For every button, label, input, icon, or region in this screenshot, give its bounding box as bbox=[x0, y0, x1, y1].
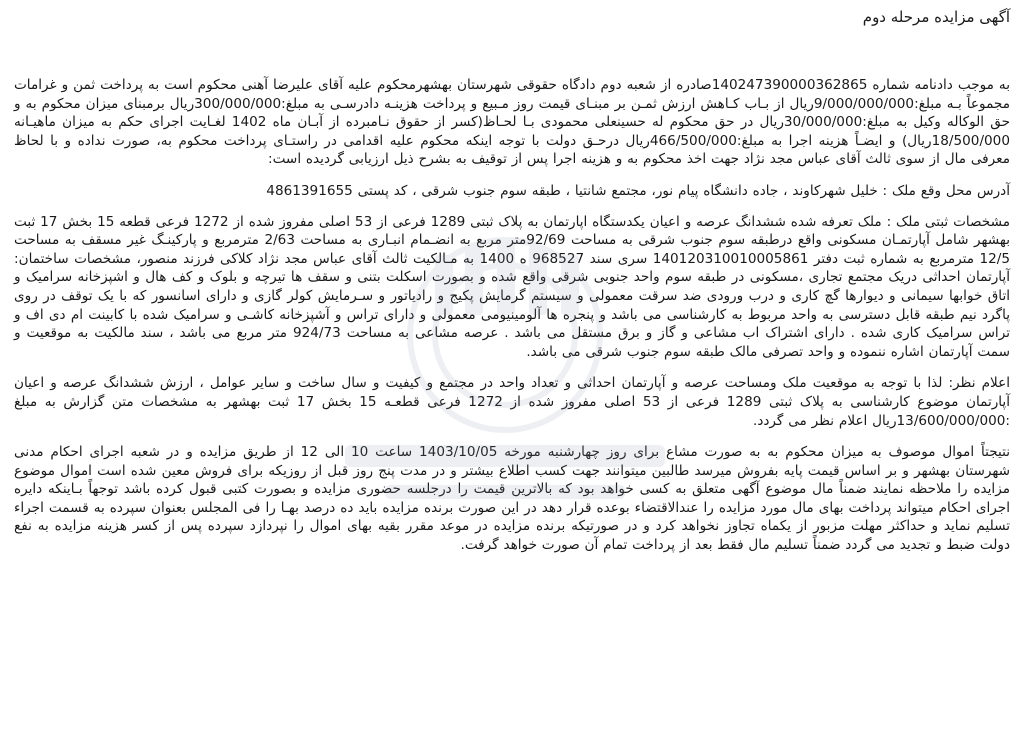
auction-terms-paragraph: نتیجتاً اموال موصوف به میزان محکوم به به صورت مشاع برای روز چهارشنبه مورخه 1403/10/05 ساعت 10 الی 12 از طریق مزایده و در شعبه اجرای احکام مدنی شهرستان بهشهر و بر اساس قیمت پایه بفروش میرسد طالبین میتوانند جهت کسب اطلاع بیشتر و در مدت پنج روز قبل از روزیکه برای فروش معین شده است اموال موضوع مزایده را ملاحظه نمایند ضمناً مال موضوع آگهی متعلق به کسی خواهد بود که بالاترین قیمت را درجلسه حضوری مزایده و بصورت کتبی قبول کرده باشد توجهاً بـاینکه دایره اجرای احکام میتواند پرداخت بهای مال مورد مزایده را عندالاقتضاء بوعده قرار دهد در این صورت برنده مزایده باید ده درصد بهـا را فی المجلس بعنوان سپرده به قسمت اجراء تسلیم نماید و حداکثر مهلت مزبور از یکماه تجاوز نخواهد کرد و در صورتیکه برنده مزایده در موعد مقرر بقیه بهای اموال را نپردازد سپرده پس از کسر هزینه مزایده به نفع دولت ضبط و تجدید می گردد ضمناً تسلیم مال فقط بعد از پرداخت تمام آن صورت خواهد گرفت. bbox=[14, 444, 1010, 554]
judgment-paragraph: به موجب دادنامه شماره 140247390000362865صادره از شعبه دوم دادگاه حقوقی شهرستان بهشهرمحکوم علیه آقای علیرضا آهنی محکوم است به پرداخت ثمن و غرامات مجموعاً بـه مبلغ:9/000/000/000ریال از بـاب کـاهش ارزش ثمـن بر مبنـای قیمت روز مـبیع و پرداخت هزینـه دادرسـی به مبلغ:300/000/000ریال برمبنای میزان محکوم به و حق الوکاله وکیل به مبلغ:30/000/000ریال در حق محکوم له حسینعلی محمودی بـا لحـاظ(کسر از حقوق نـامبرده از آبـان ماه 1402 لغـایت اجرای حکم به میزان ماهیـانه 18/500/000ریال) و ایضـاً هزینه اجرا به مبلغ:466/500/000ریال درحـق دولت با توجه اینکه محکوم علیه اقدامی در راستـای پرداخت محکوم به، صورت نداده و با لحاظ معرفی مال از سوی ثالث آقای عباس مجد نژاد جهت اخذ محکوم به و هزینه اجرا پس از توقیف به بشرح ذیل ارزیابی گردیده است: bbox=[14, 77, 1010, 168]
property-registration-paragraph: مشخصات ثبتی ملک : ملک تعرفه شده ششدانگ عرصه و اعیان یکدستگاه اپارتمان به پلاک ثبتی 1289 فرعی از 53 اصلی مفروز شده از 1272 فرعی قطعه 15 بخش 17 ثبت بهشهر شامل آپارتمـان مسکونی واقع درطبقه سوم جنوب شرقی به مساحت 92/69متر مربع به انضـمام انبـاری به مساحت 2/63 مترمربع و پارکینـگ غیر مسقف به مساحت 12/5 مترمربع به شماره ثبت دفتر 140120310010005861 سری سند 968527 ه 1400 به مـالکیت ثالث آقای عباس مجد نژاد کلاکی فرزند منصور، مشخصات ساختمان: آپارتمان احداثی دریک مجتمع تجاری ،مسکونی در طبقه سوم واحد جنوبی شرقی واقع شده و بصورت اسکلت بتنی و سقف ها تیرچه و بلوک و کف هال و اشپزخانه سرامیک و اتاق خوابها سیمانی و دیوارها گچ کاری و درب ورودی ضد سرقت معمولی و سیستم گرمایش پکیج و رادیاتور و سـرمایش کولر گازی و دارای اسانسور که با یک توقف در روی پاگرد نیم طبقه قابل دسترسی به واحد مربوط به کارشناسی می باشد و پنجره ها آلومینیومی معمولی و دارای تراس و آشپزخانه کاشـی و سرامیک شده با کابینت ام دی اف و تراس سرامیک کاری شده . دارای اشتراک اب مشاعی و گاز و برق مستقل می باشد . عرصه مشاعی به مساحت 924/73 متر مربع می باشد ، سند مالکیت به موقعیت و سمت آپارتمان اشاره ننموده و واحد تصرفی مالک طبقه سوم جنوب شرقی می باشد. bbox=[14, 213, 1011, 360]
notice-title: آگهی مزایده مرحله دوم bbox=[862, 8, 1010, 26]
expert-opinion-paragraph: اعلام نظر: لذا با توجه به موقعیت ملک ومساحت عرصه و آپارتمان احداثی و تعداد واحد در مجتمع و کیفیت و سال ساخت و سایر عوامل ، ارزش ششدانگ عرصه و اعیان آپارتمان موضوع کارشناسی به پلاک ثبتی 1289 فرعی از 53 اصلی مفروز شده از 1272 فرعی قطعـه 15 بخش 17 ثبت بهشهر به مشخصات متن گزارش به مبلغ :13/600/000/000ریال اعلام نظر می گردد. bbox=[14, 375, 1010, 429]
property-address-paragraph: آدرس محل وقع ملک : خلیل شهرکاوند ، جاده دانشگاه پیام نور، مجتمع شانتیا ، طبقه سوم جنوب شرقی ، کد پستی 4861391655 bbox=[266, 182, 1010, 199]
